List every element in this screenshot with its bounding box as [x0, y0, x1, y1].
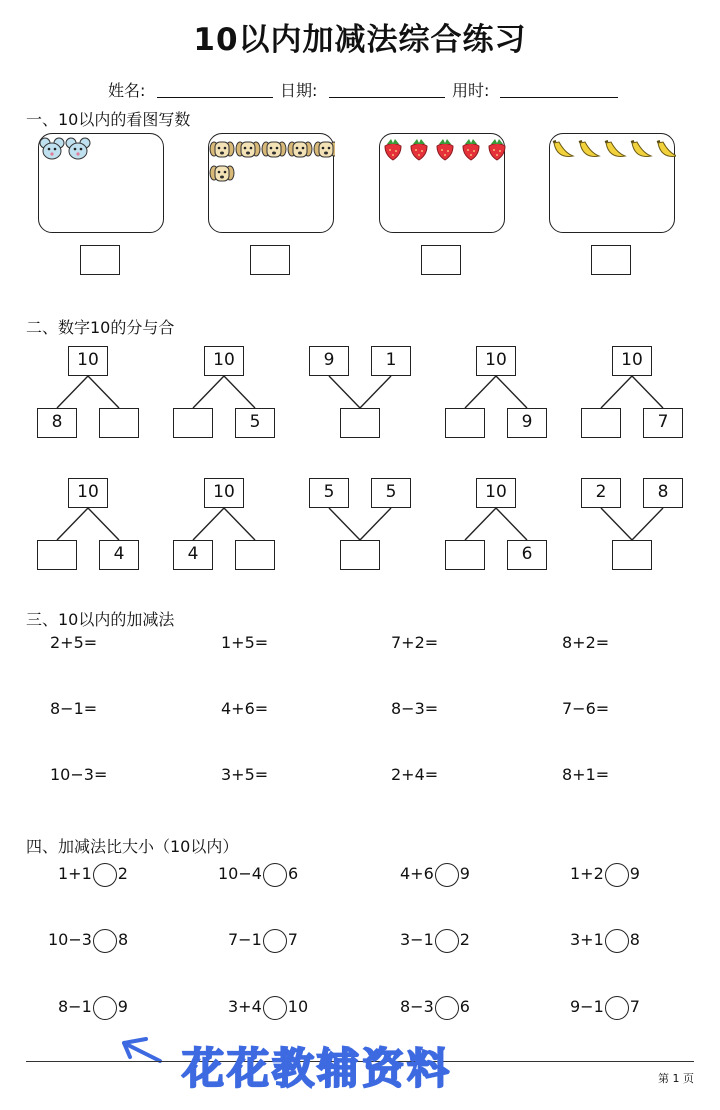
- comparison-item: [400, 927, 470, 953]
- compare-circle[interactable]: [93, 863, 117, 887]
- comparison-right: 8: [117, 930, 129, 949]
- comparison-left: 3+4: [228, 997, 262, 1016]
- bond-left-box: 4: [173, 540, 213, 570]
- comparison-item: [400, 861, 470, 887]
- comparison-left: 7−1: [228, 930, 262, 949]
- compare-circle[interactable]: [605, 929, 629, 953]
- equation[interactable]: 3+5=: [221, 765, 269, 784]
- equation[interactable]: 4+6=: [221, 699, 269, 718]
- comparison-item: [570, 861, 640, 887]
- bond-left-box: 9: [309, 346, 349, 376]
- bond-left-box[interactable]: [37, 540, 77, 570]
- bond-total-box: 10: [476, 346, 516, 376]
- comparison-item: [570, 994, 640, 1020]
- comparison-left: 10−4: [218, 864, 262, 883]
- comparison-left: 9−1: [570, 997, 604, 1016]
- comparison-left: 8−3: [400, 997, 434, 1016]
- comparison-left: 4+6: [400, 864, 434, 883]
- bond-total-box: 10: [68, 346, 108, 376]
- bond-right-box: 5: [235, 408, 275, 438]
- bond-line: [88, 508, 119, 540]
- bond-right-box: 5: [371, 478, 411, 508]
- bond-right-box: 9: [507, 408, 547, 438]
- bond-line: [193, 508, 224, 540]
- bond-right-box[interactable]: [235, 540, 275, 570]
- equation[interactable]: 1+5=: [221, 633, 269, 652]
- compare-circle[interactable]: [435, 863, 459, 887]
- bond-line: [632, 376, 663, 408]
- comparison-left: 8−1: [58, 997, 92, 1016]
- bond-left-box: 8: [37, 408, 77, 438]
- section-2-title: 二、数字10的分与合: [26, 318, 175, 337]
- bond-left-box[interactable]: [173, 408, 213, 438]
- comparison-item: [228, 927, 298, 953]
- bond-right-box: 4: [99, 540, 139, 570]
- section-3-title: 三、10以内的加减法: [26, 610, 175, 629]
- comparison-right: 10: [287, 997, 309, 1016]
- comparison-right: 8: [629, 930, 640, 949]
- bond-total-box: 10: [204, 346, 244, 376]
- bond-line: [360, 508, 391, 540]
- compare-circle[interactable]: [93, 929, 117, 953]
- equation[interactable]: 8−3=: [391, 699, 439, 718]
- bond-left-box: 5: [309, 478, 349, 508]
- bond-right-box: 1: [371, 346, 411, 376]
- equation[interactable]: 8+1=: [562, 765, 610, 784]
- bond-left-box[interactable]: [445, 540, 485, 570]
- section-4-title: 四、加减法比大小（10以内）: [26, 837, 239, 856]
- comparison-item: [58, 861, 128, 887]
- bond-line: [601, 376, 632, 408]
- bond-total-box: 10: [612, 346, 652, 376]
- equation[interactable]: 10−3=: [50, 765, 108, 784]
- section-1-title: 一、10以内的看图写数: [26, 110, 191, 129]
- comparison-right: 7: [287, 930, 298, 949]
- bond-right-box: 8: [643, 478, 683, 508]
- bond-total-box: 10: [204, 478, 244, 508]
- bond-line: [57, 376, 88, 408]
- bond-right-box: 7: [643, 408, 683, 438]
- bond-total-box[interactable]: [340, 540, 380, 570]
- bond-total-box[interactable]: [340, 408, 380, 438]
- comparison-right: 2: [459, 930, 470, 949]
- comparison-left: 3−1: [400, 930, 434, 949]
- compare-circle[interactable]: [435, 996, 459, 1020]
- equation[interactable]: 7+2=: [391, 633, 439, 652]
- comparison-right: 2: [117, 864, 128, 883]
- time-label: 用时:: [452, 81, 490, 100]
- equation[interactable]: 7−6=: [562, 699, 610, 718]
- bond-right-box: 6: [507, 540, 547, 570]
- bond-total-box: 10: [476, 478, 516, 508]
- equation[interactable]: 2+4=: [391, 765, 439, 784]
- compare-circle[interactable]: [605, 863, 629, 887]
- comparison-right: 9: [459, 864, 470, 883]
- comparison-item: [218, 861, 298, 887]
- watermark-text: 花花教辅资料: [182, 1044, 453, 1093]
- comparison-right: 7: [629, 997, 640, 1016]
- equation[interactable]: 8−1=: [50, 699, 98, 718]
- equation[interactable]: 2+5=: [50, 633, 98, 652]
- comparison-right: 9: [117, 997, 128, 1016]
- comparison-item: [48, 927, 128, 953]
- bond-line: [224, 508, 255, 540]
- comparison-right: 6: [459, 997, 470, 1016]
- bond-line: [496, 376, 527, 408]
- compare-circle[interactable]: [93, 996, 117, 1020]
- comparison-item: [400, 994, 470, 1020]
- comparison-left: 1+1: [58, 864, 92, 883]
- bond-line: [465, 508, 496, 540]
- bond-left-box[interactable]: [445, 408, 485, 438]
- comparison-left: 3+1: [570, 930, 604, 949]
- bond-line: [88, 376, 119, 408]
- compare-circle[interactable]: [435, 929, 459, 953]
- bond-line: [496, 508, 527, 540]
- bond-line: [632, 508, 663, 540]
- comparison-right: 9: [629, 864, 640, 883]
- compare-circle[interactable]: [263, 996, 287, 1020]
- compare-circle[interactable]: [263, 863, 287, 887]
- comparison-left: 1+2: [570, 864, 604, 883]
- bond-left-box: 2: [581, 478, 621, 508]
- bond-line: [193, 376, 224, 408]
- bond-left-box[interactable]: [581, 408, 621, 438]
- comparison-left: 10−3: [48, 930, 92, 949]
- bond-line: [329, 508, 360, 540]
- comparison-item: [58, 994, 128, 1020]
- bond-line: [224, 376, 255, 408]
- compare-circle[interactable]: [263, 929, 287, 953]
- bond-total-box[interactable]: [612, 540, 652, 570]
- page-number: 第 1 页: [658, 1072, 694, 1085]
- name-label: 姓名:: [108, 81, 146, 100]
- bond-line: [601, 508, 632, 540]
- compare-circle[interactable]: [605, 996, 629, 1020]
- bond-line: [465, 376, 496, 408]
- comparison-item: [228, 994, 308, 1020]
- comparison-item: [570, 927, 640, 953]
- bond-line: [329, 376, 360, 408]
- date-label: 日期:: [280, 81, 318, 100]
- bond-total-box: 10: [68, 478, 108, 508]
- page-title: 10以内加减法综合练习: [193, 22, 527, 58]
- comparison-right: 6: [287, 864, 299, 883]
- equation[interactable]: 8+2=: [562, 633, 610, 652]
- bond-right-box[interactable]: [99, 408, 139, 438]
- bond-line: [57, 508, 88, 540]
- bond-line: [360, 376, 391, 408]
